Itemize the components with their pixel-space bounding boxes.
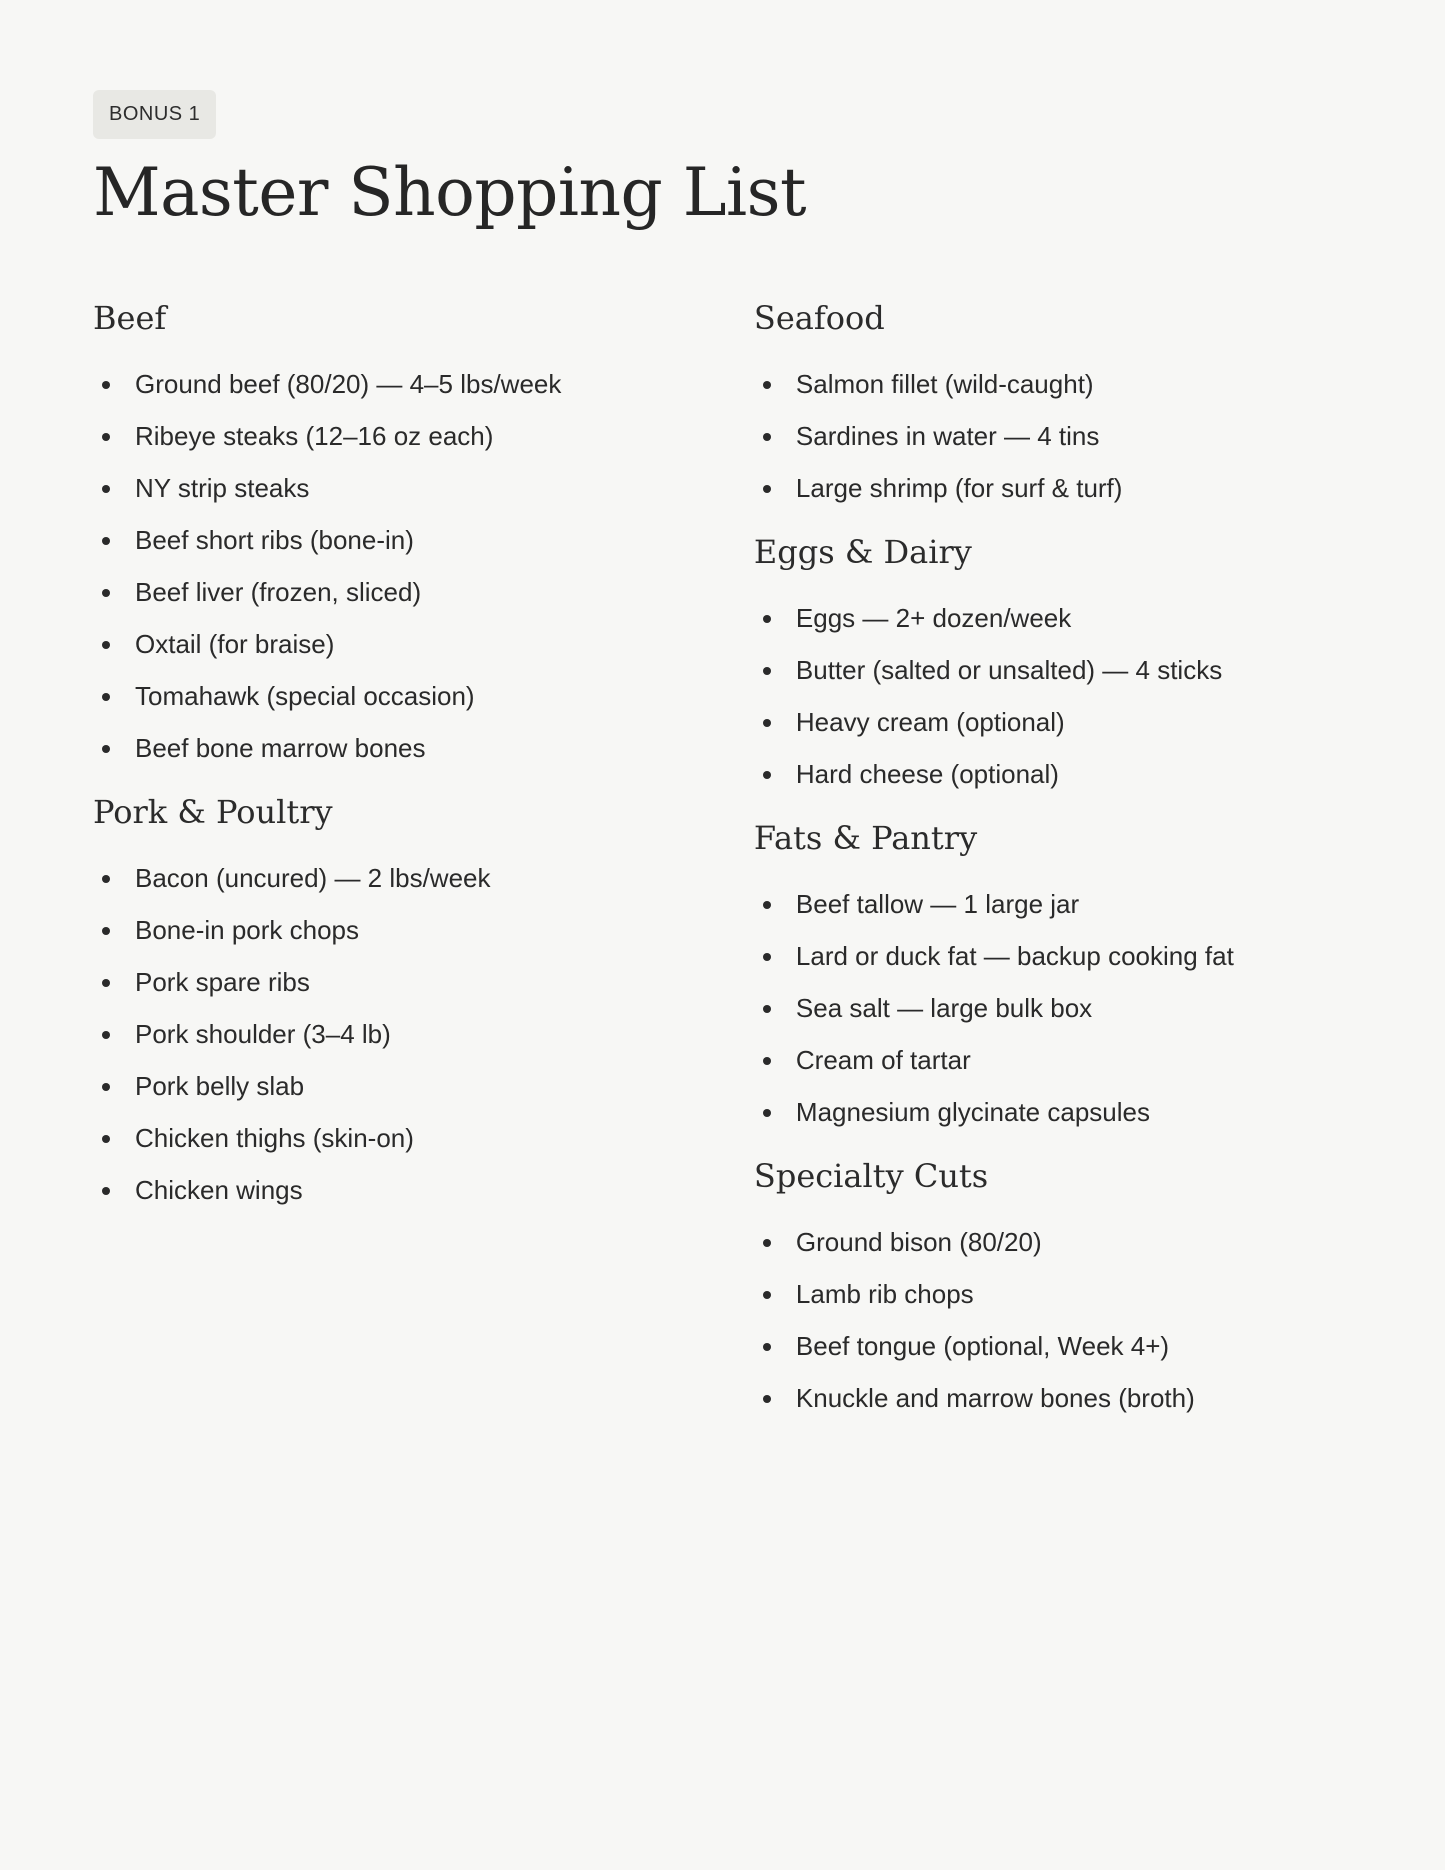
section-fats-and-pantry	[754, 810, 1352, 1138]
list-item: Pork spare ribs	[93, 956, 754, 1008]
item-list	[93, 358, 754, 774]
list-item: Knuckle and marrow bones (broth)	[754, 1372, 1352, 1424]
list-item: Large shrimp (for surf & turf)	[754, 462, 1352, 514]
list-item: Butter (salted or unsalted) — 4 sticks	[754, 644, 1352, 696]
item-list	[93, 852, 754, 1216]
list-item: Beef short ribs (bone-in)	[93, 514, 754, 566]
left-column	[93, 290, 754, 1434]
section-heading: Seafood	[753, 299, 885, 337]
list-item: Ground beef (80/20) — 4–5 lbs/week	[93, 358, 754, 410]
item-list	[754, 878, 1352, 1138]
section-heading: Beef	[93, 299, 167, 337]
list-item: Hard cheese (optional)	[754, 748, 1352, 800]
list-item: Salmon fillet (wild-caught)	[754, 358, 1352, 410]
list-item: Beef bone marrow bones	[93, 722, 754, 774]
right-column	[754, 290, 1352, 1434]
section-specialty-cuts	[754, 1148, 1352, 1424]
bonus-badge: BONUS 1	[93, 90, 216, 139]
list-item: Cream of tartar	[754, 1034, 1352, 1086]
list-item: Lard or duck fat — backup cooking fat	[754, 930, 1352, 982]
section-eggs-and-dairy	[754, 524, 1352, 800]
list-item: Heavy cream (optional)	[754, 696, 1352, 748]
list-item: NY strip steaks	[93, 462, 754, 514]
list-item: Pork shoulder (3–4 lb)	[93, 1008, 754, 1060]
list-item: Beef tongue (optional, Week 4+)	[754, 1320, 1352, 1372]
section-heading: Specialty Cuts	[753, 1157, 989, 1195]
section-beef	[93, 290, 754, 774]
list-item: Beef tallow — 1 large jar	[754, 878, 1352, 930]
list-item: Magnesium glycinate capsules	[754, 1086, 1352, 1138]
list-item: Bacon (uncured) — 2 lbs/week	[93, 852, 754, 904]
section-seafood	[754, 290, 1352, 514]
list-item: Sea salt — large bulk box	[754, 982, 1352, 1034]
section-pork-and-poultry	[93, 784, 754, 1216]
list-item: Oxtail (for braise)	[93, 618, 754, 670]
list-item: Beef liver (frozen, sliced)	[93, 566, 754, 618]
list-item: Chicken thighs (skin-on)	[93, 1112, 754, 1164]
list-item: Lamb rib chops	[754, 1268, 1352, 1320]
list-item: Sardines in water — 4 tins	[754, 410, 1352, 462]
section-heading: Pork & Poultry	[93, 793, 333, 831]
item-list	[754, 592, 1352, 800]
section-heading: Fats & Pantry	[753, 819, 978, 857]
list-item: Pork belly slab	[93, 1060, 754, 1112]
shopping-columns	[93, 290, 1352, 1434]
list-item: Eggs — 2+ dozen/week	[754, 592, 1352, 644]
page-title: Master Shopping List	[93, 154, 807, 231]
section-heading: Eggs & Dairy	[753, 533, 972, 571]
list-item: Bone-in pork chops	[93, 904, 754, 956]
item-list	[754, 358, 1352, 514]
list-item: Ground bison (80/20)	[754, 1216, 1352, 1268]
list-item: Tomahawk (special occasion)	[93, 670, 754, 722]
list-item: Chicken wings	[93, 1164, 754, 1216]
list-item: Ribeye steaks (12–16 oz each)	[93, 410, 754, 462]
item-list	[754, 1216, 1352, 1424]
